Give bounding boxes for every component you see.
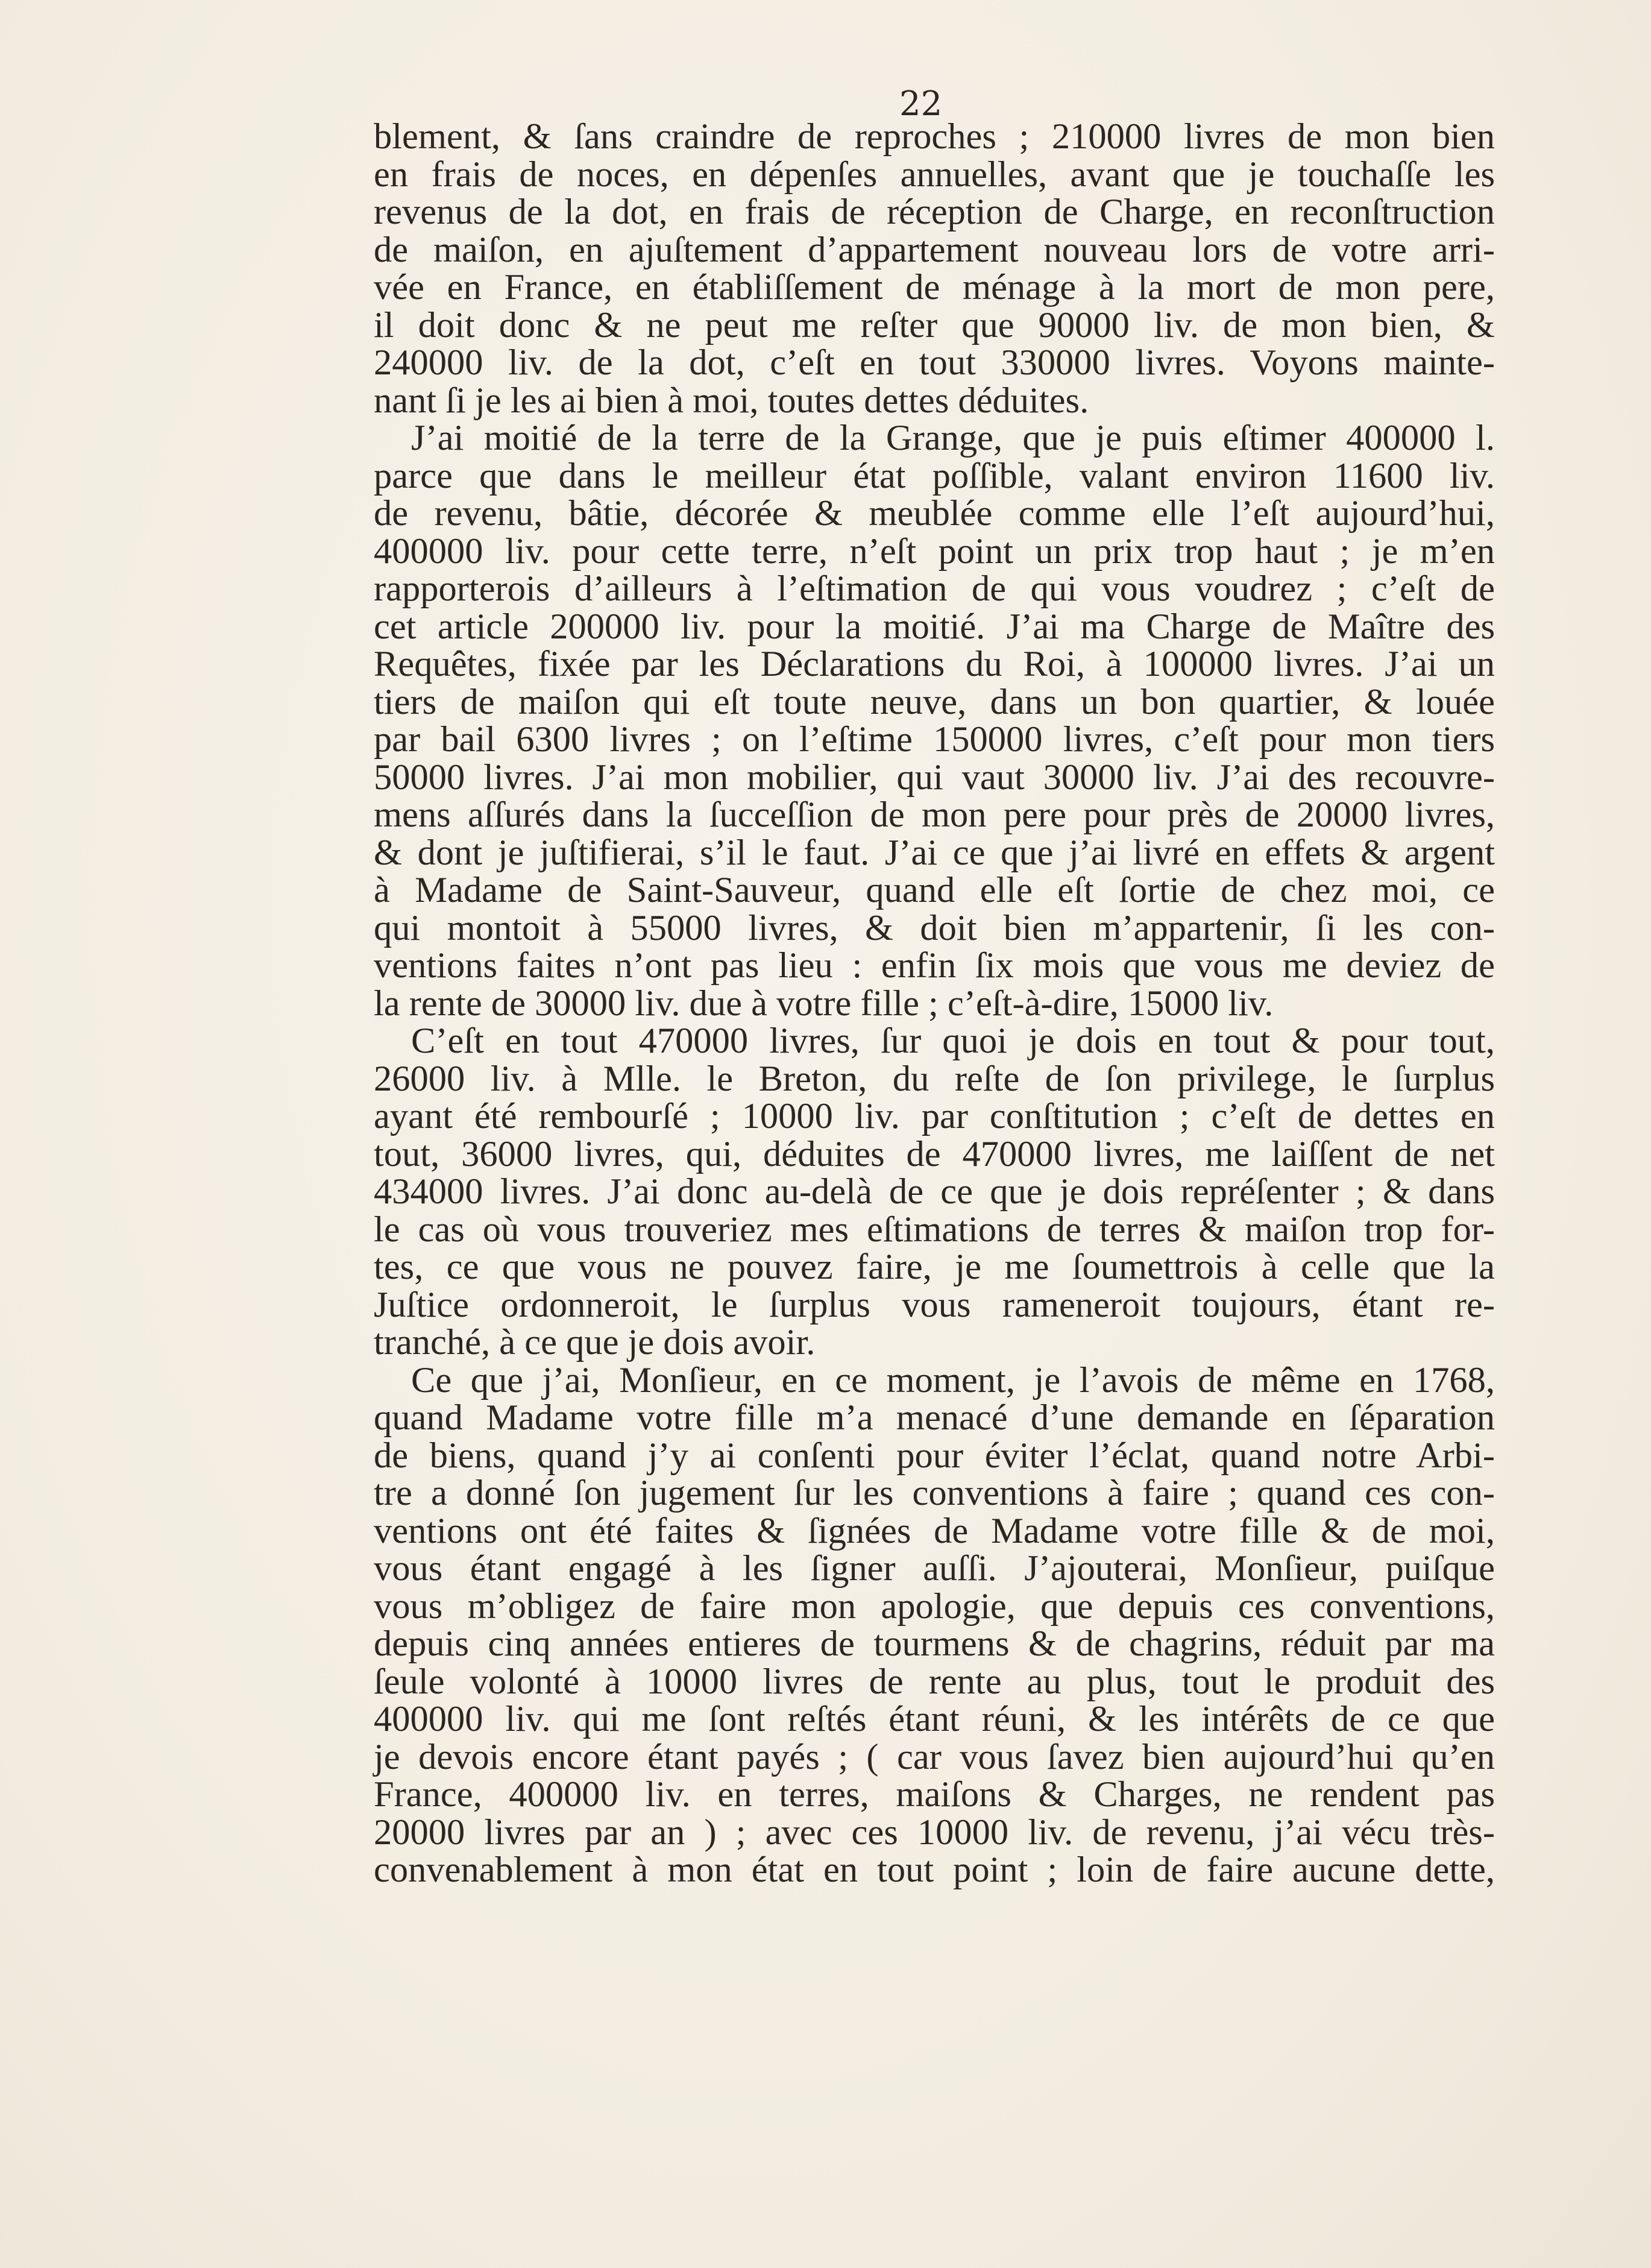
text-line: 240000 liv. de la dot, c’eſt en tout 330000 livres. Voyons mainte- (374, 342, 1495, 383)
text-line: 400000 liv. qui me ſont reſtés étant réuni, & les intérêts de ce que (374, 1699, 1495, 1739)
text-line: à Madame de Saint-Sauveur, quand elle eſt ſortie de chez moi, ce (374, 870, 1495, 910)
text-line: le cas où vous trouveriez mes eſtimations de terres & maiſon trop for- (374, 1209, 1495, 1250)
text-line: de maiſon, en ajuſtement d’appartement nouveau lors de votre arri- (374, 229, 1495, 270)
text-line: revenus de la dot, en frais de réception de Charge, en reconſtruction (374, 192, 1495, 232)
text-line: mens aſſurés dans la ſucceſſion de mon pere pour près de 20000 livres, (374, 795, 1495, 835)
text-line: de revenu, bâtie, décorée & meublée comme elle l’eſt aujourd’hui, (374, 493, 1495, 534)
text-line: 20000 livres par an ) ; avec ces 10000 liv. de revenu, j’ai vécu très- (374, 1812, 1495, 1853)
text-line: quand Madame votre fille m’a menacé d’une demande en ſéparation (374, 1397, 1495, 1438)
text-line: Requêtes, fixée par les Déclarations du Roi, à 100000 livres. J’ai un (374, 644, 1495, 684)
text-line: ventions faites n’ont pas lieu : enfin ſix mois que vous me deviez de (374, 945, 1495, 986)
text-line: cet article 200000 liv. pour la moitié. J’ai ma Charge de Maître des (374, 606, 1495, 647)
text-line: J’ai moitié de la terre de la Grange, que je puis eſtimer 400000 l. (411, 418, 1495, 458)
text-line: ayant été rembourſé ; 10000 liv. par conſtitution ; c’eſt de dettes en (374, 1096, 1495, 1136)
text-line: Ce que j’ai, Monſieur, en ce moment, je l’avois de même en 1768, (411, 1359, 1495, 1400)
text-line: parce que dans le meilleur état poſſible, valant environ 11600 liv. (374, 455, 1495, 496)
text-line: tiers de maiſon qui eſt toute neuve, dans un bon quartier, & louée (374, 681, 1495, 722)
text-line: tre a donné ſon jugement ſur les conventions à faire ; quand ces con- (374, 1473, 1495, 1513)
page-number: 22 (899, 84, 943, 124)
text-line: vous étant engagé à les ſigner auſſi. J’ajouterai, Monſieur, puiſque (374, 1548, 1495, 1589)
text-line: & dont je juſtifierai, s’il le faut. J’ai ce que j’ai livré en effets & argent (374, 832, 1495, 873)
body-text (374, 118, 1495, 1889)
text-line: de biens, quand j’y ai conſenti pour éviter l’éclat, quand notre Arbi- (374, 1435, 1495, 1476)
text-line: convenablement à mon état en tout point ; loin de faire aucune dette, (374, 1850, 1495, 1890)
paragraph-4 (374, 1359, 1495, 1890)
text-line: 434000 livres. J’ai donc au-delà de ce que je dois repréſenter ; & dans (374, 1171, 1495, 1212)
paragraph-3 (374, 1022, 1495, 1362)
text-line: 26000 liv. à Mlle. le Breton, du reſte de ſon privilege, le ſurplus (374, 1058, 1495, 1099)
text-line: ventions ont été faites & ſignées de Madame votre fille & de moi, (374, 1510, 1495, 1551)
text-line: qui montoit à 55000 livres, & doit bien m’appartenir, ſi les con- (374, 907, 1495, 948)
text-line: tes, ce que vous ne pouvez faire, je me ſoumettrois à celle que la (374, 1247, 1495, 1287)
text-line: je devois encore étant payés ; ( car vous ſavez bien aujourd’hui qu’en (374, 1736, 1495, 1777)
text-line: tranché, à ce que je dois avoir. (374, 1322, 816, 1362)
text-line: ſeule volonté à 10000 livres de rente au plus, tout le produit des (374, 1661, 1495, 1702)
paragraph-2 (374, 420, 1495, 1022)
text-line: France, 400000 liv. en terres, maiſons & Charges, ne rendent pas (374, 1774, 1495, 1815)
text-line: vous m’obligez de faire mon apologie, que depuis ces conventions, (374, 1586, 1495, 1627)
text-line: la rente de 30000 liv. due à votre fille ; c’eſt-à-dire, 15000 liv. (374, 983, 1274, 1024)
text-line: nant ſi je les ai bien à moi, toutes dettes déduites. (374, 380, 1089, 421)
text-line: blement, & ſans craindre de reproches ; 210000 livres de mon bien (374, 116, 1495, 157)
paragraph-1 (374, 118, 1495, 420)
text-line: rapporterois d’ailleurs à l’eſtimation de qui vous voudrez ; c’eſt de (374, 569, 1495, 609)
text-line: en frais de noces, en dépenſes annuelles, avant que je touchaſſe les (374, 154, 1495, 195)
text-line: vée en France, en établiſſement de ménage à la mort de mon pere, (374, 267, 1495, 307)
text-line: C’eſt en tout 470000 livres, ſur quoi je dois en tout & pour tout, (411, 1021, 1495, 1061)
text-line: tout, 36000 livres, qui, déduites de 470000 livres, me laiſſent de net (374, 1133, 1495, 1174)
text-line: 50000 livres. J’ai mon mobilier, qui vaut 30000 liv. J’ai des recouvre- (374, 757, 1495, 798)
text-line: Juſtice ordonneroit, le ſurplus vous rameneroit toujours, étant re- (374, 1284, 1495, 1325)
text-line: par bail 6300 livres ; on l’eſtime 150000 livres, c’eſt pour mon tiers (374, 719, 1495, 760)
text-line: 400000 liv. pour cette terre, n’eſt point un prix trop haut ; je m’en (374, 531, 1495, 572)
text-line: il doit donc & ne peut me reſter que 90000 liv. de mon bien, & (374, 304, 1495, 345)
text-line: depuis cinq années entieres de tourmens & de chagrins, réduit par ma (374, 1624, 1495, 1664)
